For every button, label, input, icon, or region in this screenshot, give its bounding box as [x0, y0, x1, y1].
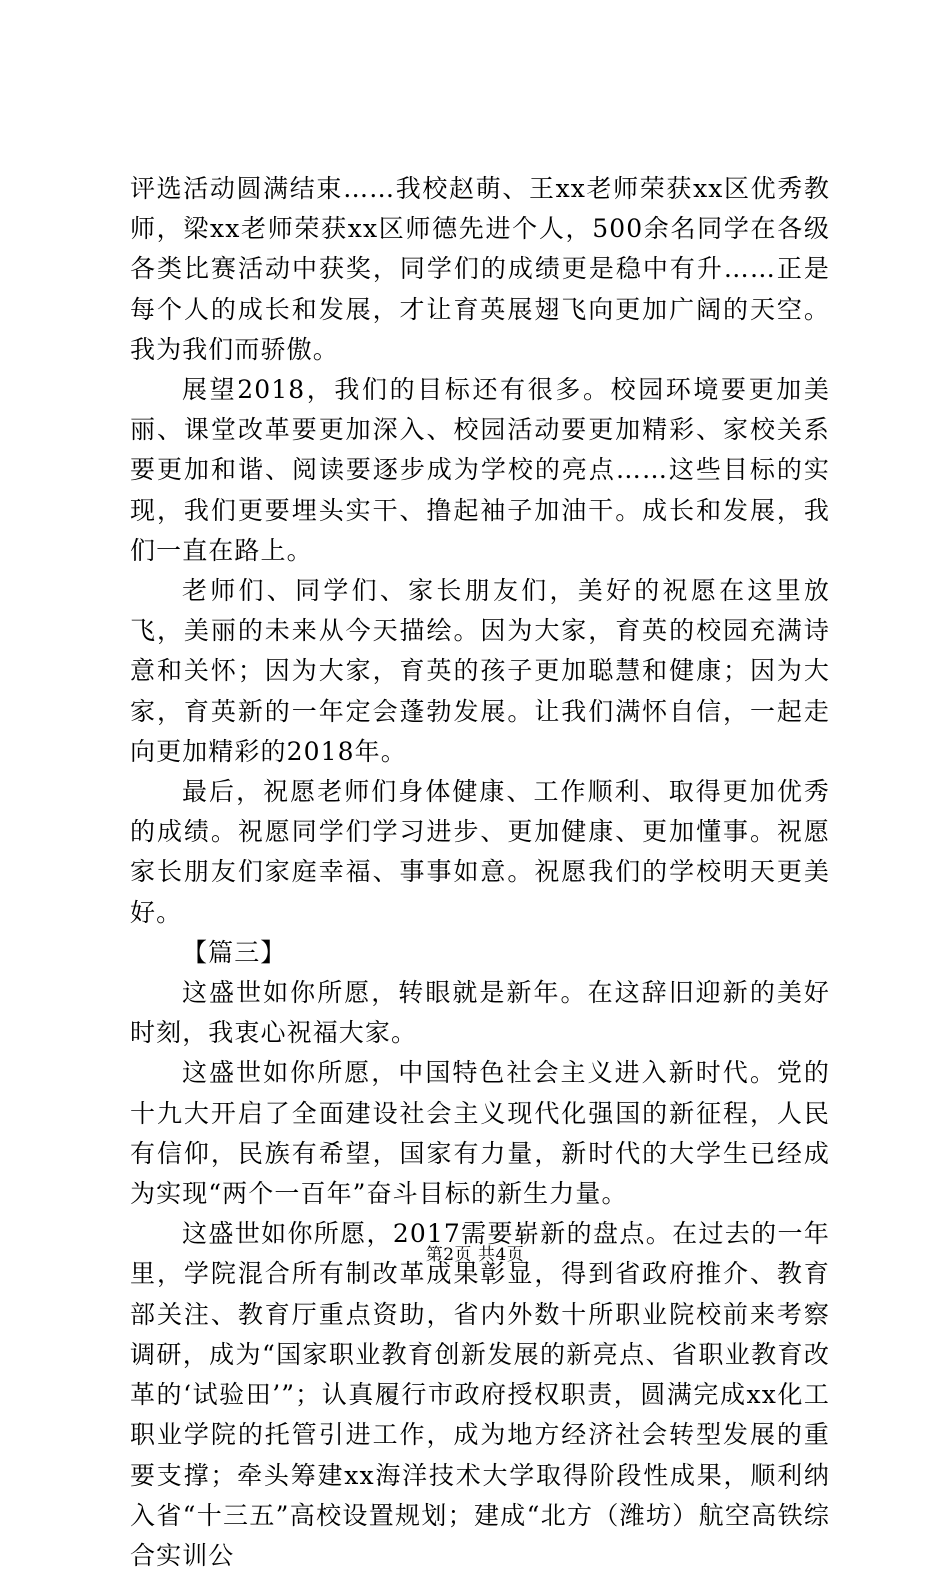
paragraph-7: 这盛世如你所愿，2017需要崭新的盘点。在过去的一年里，学院混合所有制改革成果彰显，得到省政府推介、教育部关注、教育厅重点资助，省内外数十所职业院校前来考察调研，成为“国家职业教育创新发展的新亮点、省职业教育改革的‘试验田’”；认真履行市政府授权职责，圆满完成xx化工职业学院的托管引进工作，成为地方经济社会转型发展的重要支撑；牵头筹建xx海洋技术大学取得阶段性成果，顺利纳入省“十三五”高校设置规划；建成“北方（潍坊）航空高铁综合实训公 [130, 1219, 830, 1570]
page-footer: 第2页 共4页 [425, 1245, 525, 1265]
document-body [130, 169, 830, 1576]
paragraph-4: 最后，祝愿老师们身体健康、工作顺利、取得更加优秀的成绩。祝愿同学们学习进步、更加健康、更加懂事。祝愿家长朋友们家庭幸福、事事如意。祝愿我们的学校明天更美好。 [130, 777, 830, 927]
paragraph-3: 老师们、同学们、家长朋友们，美好的祝愿在这里放飞，美丽的未来从今天描绘。因为大家，育英的校园充满诗意和关怀；因为大家，育英的孩子更加聪慧和健康；因为大家，育英新的一年定会蓬勃发展。让我们满怀自信，一起走向更加精彩的2018年。 [130, 576, 830, 766]
paragraph-1: 评选活动圆满结束……我校赵萌、王xx老师荣获xx区优秀教师，梁xx老师荣获xx区师德先进个人，500余名同学在各级各类比赛活动中获奖，同学们的成绩更是稳中有升……正是每个人的成长和发展，才让育英展翅飞向更加广阔的天空。我为我们而骄傲。 [130, 174, 830, 364]
paragraph-5: 这盛世如你所愿，转眼就是新年。在这辞旧迎新的美好时刻，我衷心祝福大家。 [130, 978, 830, 1048]
paragraph-2: 展望2018，我们的目标还有很多。校园环境要更加美丽、课堂改革要更加深入、校园活动要更加精彩、家校关系要更加和谐、阅读要逐步成为学校的亮点……这些目标的实现，我们更要埋头实干、撸起袖子加油干。成长和发展，我们一直在路上。 [130, 375, 830, 565]
paragraph-6: 这盛世如你所愿，中国特色社会主义进入新时代。党的十九大开启了全面建设社会主义现代化强国的新征程，人民有信仰，民族有希望，国家有力量，新时代的大学生已经成为实现“两个一百年”奋斗目标的新生力量。 [130, 1058, 830, 1209]
section-heading: 【篇三】 [182, 937, 287, 967]
